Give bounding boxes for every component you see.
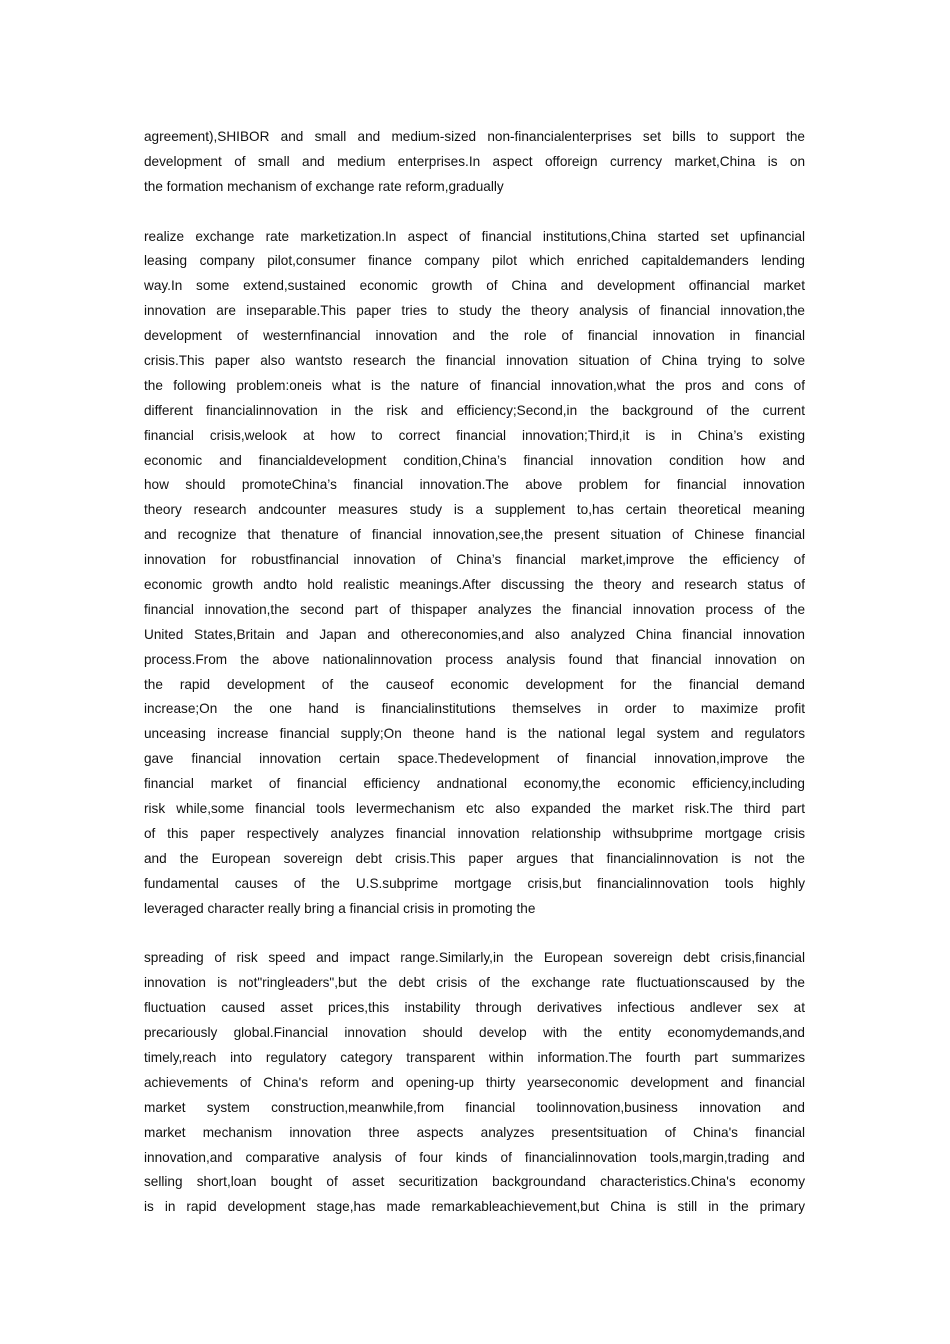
text-line: leveraged character really bring a financial crisis in promoting the — [144, 900, 536, 916]
text-line: achievements of China's reform and opening-up thirty yearseconomic development and financial — [144, 1074, 805, 1090]
text-line: fundamental causes of the U.S.subprime mortgage crisis,but financialinnovation tools highly — [144, 875, 805, 891]
text-line: theory research andcounter measures study is a supplement to,has certain theoretical meaning — [144, 502, 805, 518]
text-line: is in rapid development stage,has made remarkableachievement,but China is still in the primary — [144, 1199, 805, 1215]
text-line: of this paper respectively analyzes financial innovation relationship withsubprime mortgage crisis — [144, 825, 805, 841]
text-line: financial innovation,the second part of thispaper analyzes the financial innovation process of the — [144, 601, 805, 617]
text-line: way.In some extend,sustained economic growth of China and development offinancial market — [144, 278, 805, 294]
text-line: innovation is not"ringleaders",but the debt crisis of the exchange rate fluctuationscaused by the — [144, 975, 805, 991]
text-line: economic and financialdevelopment condition,China’s financial innovation condition how and — [144, 452, 805, 468]
text-line: the rapid development of the causeof economic development for the financial demand — [144, 676, 805, 692]
text-line: United States,Britain and Japan and othereconomies,and also analyzed China financial innovation — [144, 626, 805, 642]
text-line: unceasing increase financial supply;On theone hand is the national legal system and regulators — [144, 726, 805, 742]
text-line: crisis.This paper also wantsto research the financial innovation situation of China trying to solve — [144, 353, 805, 369]
text-line: the following problem:oneis what is the nature of financial innovation,what the pros and cons of — [144, 377, 805, 393]
text-line: and the European sovereign debt crisis.This paper argues that financialinnovation is not the — [144, 850, 805, 866]
text-line: realize exchange rate marketization.In aspect of financial institutions,China started set upfinancial — [144, 228, 805, 244]
text-line: process.From the above nationalinnovation process analysis found that financial innovation on — [144, 651, 805, 667]
text-line: financial crisis,welook at how to correct financial innovation;Third,it is in China’s existing — [144, 427, 805, 443]
text-line: development of small and medium enterprises.In aspect offoreign currency market,China is on — [144, 153, 805, 169]
text-line: the formation mechanism of exchange rate reform,gradually — [144, 178, 504, 194]
text-line: economic growth andto hold realistic meanings.After discussing the theory and research status of — [144, 577, 805, 593]
text-line: innovation are inseparable.This paper tries to study the theory analysis of financial innovation,the — [144, 303, 805, 319]
text-line: risk while,some financial tools levermechanism etc also expanded the market risk.The third part — [144, 801, 805, 817]
text-line: increase;On the one hand is financialinstitutions themselves in order to maximize profit — [144, 701, 805, 717]
text-line: leasing company pilot,consumer finance company pilot which enriched capitaldemanders lending — [144, 253, 805, 269]
text-line: innovation for robustfinancial innovation of China’s financial market,improve the efficiency of — [144, 552, 805, 568]
text-line: development of westernfinancial innovation and the role of financial innovation in financial — [144, 328, 805, 344]
text-line: how should promoteChina’s financial innovation.The above problem for financial innovation — [144, 477, 805, 493]
text-line: innovation,and comparative analysis of four kinds of financialinnovation tools,margin,trading and — [144, 1149, 805, 1165]
text-line: market system construction,meanwhile,from financial toolinnovation,business innovation and — [144, 1099, 805, 1115]
text-line: spreading of risk speed and impact range.Similarly,in the European sovereign debt crisis,financial — [144, 950, 805, 966]
text-line: and recognize that thenature of financial innovation,see,the present situation of Chinese financial — [144, 527, 805, 543]
text-line: different financialinnovation in the risk and efficiency;Second,in the background of the current — [144, 402, 805, 418]
text-line: selling short,loan bought of asset securitization backgroundand characteristics.China's economy — [144, 1174, 805, 1190]
text-line: timely,reach into regulatory category transparent within information.The fourth part summarizes — [144, 1049, 805, 1065]
paragraph — [144, 946, 805, 1220]
text-line: market mechanism innovation three aspects analyzes presentsituation of China's financial — [144, 1124, 805, 1140]
text-line: precariously global.Financial innovation should develop with the entity economydemands,and — [144, 1025, 805, 1041]
text-line: agreement),SHIBOR and small and medium-sized non-financialenterprises set bills to support the — [144, 129, 805, 144]
text-line: financial market of financial efficiency andnational economy,the economic efficiency,including — [144, 776, 805, 792]
text-line: gave financial innovation certain space.Thedevelopment of financial innovation,improve the — [144, 751, 805, 767]
text-line: fluctuation caused asset prices,this instability through derivatives infectious andlever sex at — [144, 1000, 805, 1016]
paragraph — [144, 125, 805, 200]
paragraph — [144, 225, 805, 922]
document-page — [144, 125, 805, 1245]
